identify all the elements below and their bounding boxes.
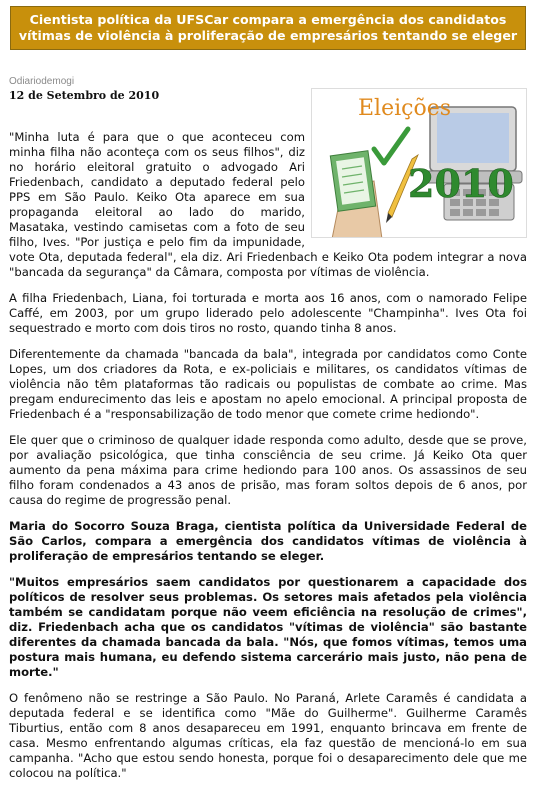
- paragraph-2: A filha Friedenbach, Liana, foi torturada e morta aos 16 anos, com o namorado Felipe Caffé, em 2003, por um grupo liderado pelo adolescente "Champinha". Ives Ota foi sequestrado e morto com dois tiros no rosto, quando tinha 8 anos.: [9, 291, 527, 335]
- paragraph-4: Ele quer que o criminoso de qualquer idade responda como adulto, desde que se prove, por avaliação psicológica, que tinha consciência de seu crime. Já Keiko Ota quer aumento da pena máxima para crime hediondo para 100 anos. Os assassinos de seu filho foram condenados a 43 anos de prisão, mas foram soltos depois de 6 anos, por causa do regime de progressão penal.: [9, 433, 527, 507]
- illustration-year: 2010: [408, 161, 514, 206]
- article-headline: Cientista política da UFSCar compara a emergência dos candidatos vítimas de violência à proliferação de empresários tentando se eleger: [18, 12, 518, 43]
- paragraph-6: "Muitos empresários saem candidatos por questionarem a capacidade dos políticos de resolver seus problemas. Os setores mais afetados pela violência também se candidatam porque não veem eficiência na resolução de crimes", diz. Friedenbach acha que os candidatos "vítimas de violência" são bastante diferentes da chamada bancada da bala. "Nós, que fomos vítimas, temos uma postura mais humana, eu defendo sistema carcerário mais justo, não pena de morte.": [9, 575, 527, 679]
- source-label: Odiariodemogi: [9, 76, 75, 87]
- paragraph-3: Diferentemente da chamada "bancada da bala", integrada por candidatos como Conte Lopes, um dos criadores da Rota, e ex-policiais e militares, os candidatos vítimas de violência não têm plataformas tão radicais ou populistas de combate ao crime. Mas pregam endurecimento das leis e apostam no apelo emocional. A principal proposta de Friedenbach é a "responsabilização de todo menor que comete crime hediondo".: [9, 347, 527, 421]
- illustration-title: Eleições: [358, 96, 452, 121]
- elections-2010-illustration: [311, 88, 527, 238]
- publish-date: 12 de Setembro de 2010: [9, 89, 160, 102]
- paragraph-7: O fenômeno não se restringe a São Paulo. No Paraná, Arlete Caramês é candidata a deputada federal e se identifica como "Mãe do Guilherme". Guilherme Caramês Tiburtius, então com 8 anos desapareceu em 1991, enquanto brincava em frente de casa. Mesmo enfrentando algumas críticas, ela faz questão de mencioná-lo em sua campanha. "Acho que estou sendo honesta, porque foi o desaparecimento dele que me colocou na política.": [9, 691, 527, 780]
- article-headline-banner: [10, 6, 526, 50]
- paragraph-5: Maria do Socorro Souza Braga, cientista política da Universidade Federal de São Carlos, compara a emergência dos candidatos vítimas de violência à proliferação de empresários tentando se eleger.: [9, 519, 527, 563]
- article-body: [9, 96, 527, 792]
- paragraph-1: "Minha luta é para que o que aconteceu com minha filha não aconteça com os seus filhos", diz no horário eleitoral gratuito o advogado Ari Friedenbach, candidato a deputado federal pelo PPS em São Paulo. Keiko Ota aparece em sua propaganda eleitoral ao lado do marido, Masataka, vestindo camisetas com a foto de seu filho, Ives. "Por justiça e pelo fim da impunidade, vote Ota, deputada federal", ela diz. Ari Friedenbach e Keiko Ota podem integrar a nova "bancada da segurança" da Câmara, composta por vítimas de violência.: [9, 130, 527, 279]
- elections-illustration-graphic: [312, 89, 526, 237]
